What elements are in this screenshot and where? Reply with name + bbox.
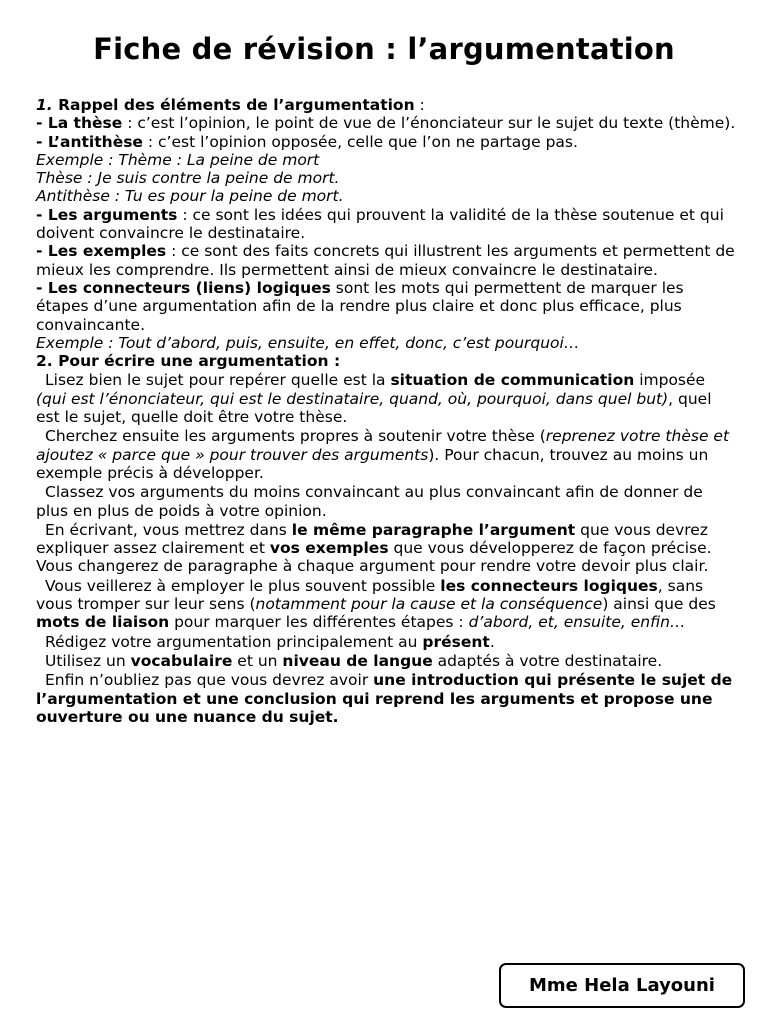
list-item: Cherchez ensuite les arguments propres à soutenir votre thèse (reprenez votre thèse et ajoutez « parce que » pour trouver des arguments). Pour chacun, trouvez au moins un exemple précis à développer. xyxy=(36,427,730,482)
example-antithese: Antithèse : Tu es pour la peine de mort. xyxy=(36,187,344,206)
example-these: Thèse : Je suis contre la peine de mort. xyxy=(36,169,340,188)
example-theme: Exemple : Thème : La peine de mort xyxy=(36,150,320,169)
definition-connecteurs: - Les connecteurs (liens) logiques sont les mots qui permettent de marquer les étapes d’une argumentation afin de la rendre plus claire et donc plus efficace, plus convaincante. xyxy=(36,278,684,334)
example-connecteurs: Exemple : Tout d’abord, puis, ensuite, en effet, donc, c’est pourquoi… xyxy=(36,333,580,352)
definition-antithese: - L’antithèse : c’est l’opinion opposée, celle que l’on ne partage pas. xyxy=(36,132,578,151)
list-item: En écrivant, vous mettrez dans le même paragraphe l’argument que vous devrez expliquer assez clairement et vos exemples que vous développerez de façon précise. Vous changerez de paragraphe à chaque argument pour rendre votre devoir plus clair. xyxy=(36,520,712,576)
definition-arguments: - Les arguments : ce sont les idées qui prouvent la validité de la thèse soutenue et qui doivent convaincre le destinataire. xyxy=(36,205,724,243)
document-body xyxy=(36,96,736,726)
section-2-heading: 2. Pour écrire une argumentation : xyxy=(36,352,341,371)
author-name: Mme Hela Layouni xyxy=(529,975,715,996)
author-signature-box xyxy=(499,963,745,1008)
definition-these: - La thèse : c’est l’opinion, le point de vue de l’énonciateur sur le sujet du texte (thème). xyxy=(36,114,736,133)
list-item: Classez vos arguments du moins convaincant au plus convaincant afin de donner de plus en plus de poids à votre opinion. xyxy=(36,483,703,520)
section-1-heading: 1. Rappel des éléments de l’argumentation : xyxy=(36,96,425,114)
list-item: Lisez bien le sujet pour repérer quelle est la situation de communication imposée (qui est l’énonciateur, qui est le destinataire, quand, où, pourquoi, dans quel but), quel est le sujet, quelle doit être votre thèse. xyxy=(36,371,712,427)
page-title: Fiche de révision : l’argumentation xyxy=(93,32,675,66)
list-item: Vous veillerez à employer le plus souvent possible les connecteurs logiques, sans vous tromper sur leur sens (notamment pour la cause et la conséquence) ainsi que des mots de liaison pour marquer les différentes étapes : d’abord, et, ensuite, enfin… xyxy=(36,576,716,632)
list-item: Rédigez votre argumentation principalement au présent. xyxy=(45,632,495,651)
list-item: Utilisez un vocabulaire et un niveau de langue adaptés à votre destinataire. xyxy=(45,651,663,670)
list-item: Enfin n’oubliez pas que vous devrez avoir une introduction qui présente le sujet de l’argumentation et une conclusion qui reprend les arguments et propose une ouverture ou une nuance du sujet. xyxy=(36,671,733,726)
definition-exemples: - Les exemples : ce sont des faits concrets qui illustrent les arguments et permettent de mieux les comprendre. Ils permettent ainsi de mieux convaincre le destinataire. xyxy=(36,242,735,279)
